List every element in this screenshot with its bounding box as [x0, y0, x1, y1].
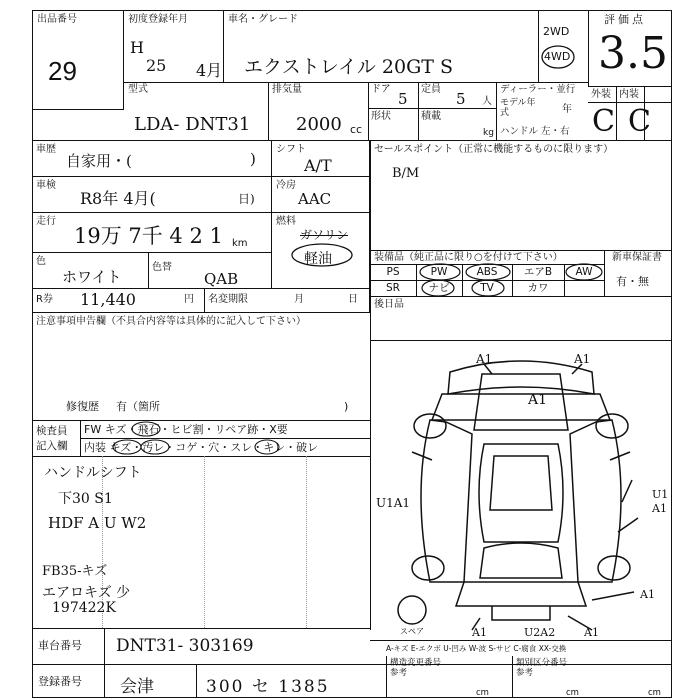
spare-label: スペア [400, 627, 424, 636]
era: H [130, 38, 144, 57]
sales-value: B/M [392, 166, 420, 181]
diagram-top [370, 340, 672, 341]
note-line-3: HDF A U W2 [48, 514, 147, 532]
mileage-label: 走行 [36, 216, 56, 227]
drive-4wd: 4WD [544, 50, 571, 63]
note-line-6: 197422K [52, 600, 116, 616]
model-year-label: モデル年式 [500, 98, 536, 118]
plate-label: 登録番号 [38, 675, 82, 688]
mileage-row-top [32, 212, 370, 213]
color-label: 色 [36, 256, 46, 267]
grade-score: 3.5 [598, 28, 668, 79]
equip-airbag: エアB [523, 266, 553, 278]
shift-value: A/T [304, 156, 332, 175]
equip-navi: ナビ [428, 282, 450, 294]
mark-rear-center: U2A2 [524, 626, 556, 639]
repair-value: 有（箇所 [116, 400, 160, 413]
history-label: 車歴 [36, 144, 56, 155]
mark-left-side: U1A1 [376, 496, 411, 510]
color-code: QAB [204, 270, 239, 288]
inspection-value: R8年 4月( [80, 189, 156, 208]
equip-ps: PS [386, 266, 400, 278]
capacity-divider [418, 82, 419, 140]
mark-rear-right: A1 [640, 588, 655, 601]
day-unit: 日 [348, 294, 358, 305]
equip-leather: カワ [527, 282, 549, 294]
mark-right-side-2: A1 [652, 502, 667, 515]
footer-divider-2 [512, 656, 513, 698]
title-change-divider [204, 288, 205, 312]
equip-pw: PW [430, 266, 448, 278]
mileage-unit: km [232, 238, 248, 249]
mark-front-left: A1 [476, 352, 493, 366]
model-divider [268, 82, 269, 140]
equip-abs: ABS [476, 266, 498, 278]
sales-label: セールスポイント（正常に機能するものに限ります） [374, 144, 614, 155]
inspection-label: 車検 [36, 180, 56, 191]
reference-label: 参考 [390, 668, 408, 678]
mark-front-right: A1 [574, 352, 591, 366]
fuel-circle [290, 242, 354, 268]
footer-divider-1 [386, 656, 387, 698]
reference-label-2: 参考 [516, 668, 534, 678]
mark-right-side-1: U1 [652, 488, 669, 501]
chassis-label: 車台番号 [38, 639, 82, 652]
fuel-label: 燃料 [276, 216, 296, 227]
equipment-label: 装備品（純正品に限り○を付けて下さい） [374, 252, 563, 263]
legend-top [370, 640, 672, 641]
cm-unit-3: cm [648, 688, 661, 698]
plate-region: 会津 [120, 677, 154, 697]
color-row-top [32, 252, 272, 253]
note-line-5: エアロキズ 少 [42, 585, 131, 601]
model-row-top [124, 82, 588, 83]
drive-2wd: 2WD [543, 25, 570, 38]
plate-top [32, 664, 672, 665]
shape-label: 形状 [371, 111, 391, 122]
note-grid-3 [306, 456, 307, 628]
first-reg-label: 初度登録年月 [128, 14, 188, 25]
dealer-label: ディーラー・並行 [500, 84, 576, 95]
mileage-value: 19万 7千 4 2 1 [74, 224, 223, 248]
mark-rear-left: A1 [472, 626, 487, 639]
inspection-row-top [32, 176, 370, 177]
month-unit: 月 [294, 294, 304, 305]
color-change-label: 色替 [152, 262, 172, 273]
car-name-label: 車名・グレード [228, 14, 298, 25]
ac-value: AAC [298, 190, 332, 208]
handle-label: ハンドル 左・右 [500, 126, 570, 137]
color-divider [148, 252, 149, 288]
first-reg-year: 25 [146, 56, 167, 75]
note-line-2: 下30 S1 [58, 491, 113, 507]
lot-label: 出品番号 [37, 14, 77, 25]
cc-unit: cc [350, 123, 363, 136]
model-year-unit: 年 [562, 104, 572, 115]
color-value: ホワイト [62, 268, 122, 286]
recycle-unit: 円 [184, 294, 194, 305]
repair-label: 修復歴 [66, 400, 99, 413]
dealer-divider [496, 82, 497, 140]
note-line-1: ハンドルシフト [44, 465, 142, 481]
displacement-value: 2000 [296, 114, 342, 135]
car-name: エクストレイル 20GT S [244, 56, 453, 78]
shift-label: シフト [276, 144, 306, 155]
capacity-label: 定員 [421, 84, 441, 95]
warranty-value: 有・無 [616, 275, 649, 288]
capacity-unit: 人 [482, 96, 492, 107]
note-line-4: FB35-キズ [42, 564, 108, 579]
exterior-label: 外装 [591, 89, 611, 100]
model-value: LDA- DNT31 [134, 114, 251, 135]
equipment-top [370, 250, 672, 251]
load-unit: kg [483, 128, 494, 138]
history-close: ) [250, 150, 256, 168]
equipment-circles [416, 260, 606, 300]
doors-divider [368, 82, 369, 140]
cm-unit-2: cm [566, 688, 579, 698]
interior-label: 内装 [619, 89, 639, 100]
shape-row-top [368, 108, 496, 109]
car-damage-diagram [372, 342, 670, 642]
exterior-grade: C [592, 104, 615, 139]
first-reg-month: 4月 [196, 61, 223, 80]
ac-label: 冷房 [276, 180, 296, 191]
structure-label: 構造変更番号 [390, 658, 442, 668]
title-change-label: 名変期限 [208, 294, 248, 305]
inspector-circles [80, 420, 370, 456]
recycle-value: 11,440 [80, 290, 136, 309]
right-panel-divider [370, 140, 371, 630]
inspector-bottom [32, 456, 370, 457]
drive-4wd-circle [540, 44, 576, 70]
lot-box [32, 10, 124, 110]
equip-aw: AW [575, 266, 593, 278]
plate-number: 300 セ 1385 [206, 677, 330, 697]
history-value: 自家用・( [66, 152, 132, 170]
load-label: 積載 [421, 111, 441, 122]
lot-number: 29 [48, 56, 77, 86]
ext-int-divider-1 [616, 86, 617, 140]
interior-grade: C [628, 104, 651, 139]
chassis-value: DNT31- 303169 [116, 636, 254, 656]
warranty-label: 新車保証書 [612, 252, 662, 263]
inspector-label: 検査員記入欄 [36, 425, 68, 452]
fuel-crossed: ガソリン [300, 228, 349, 242]
equip-tv: TV [480, 282, 494, 294]
repair-close: ) [344, 400, 349, 413]
notes-label: 注意事項申告欄（不具合内容等は具体的に記入して下さい） [36, 316, 306, 327]
plate-divider [196, 664, 197, 698]
displacement-label: 排気量 [272, 84, 302, 95]
legend: A-キズ E-エクボ U-凹み W-波 S-サビ C-腐食 XX-交換 [386, 644, 567, 653]
inspection-day: 日) [238, 192, 255, 206]
inspector-row1: FW キズ・飛石・ヒビ割・リペア跡・X要 [84, 423, 288, 436]
mark-hood: A1 [528, 392, 548, 408]
seat-label: 後日品 [374, 299, 404, 310]
mark-rear-bumper: A1 [584, 626, 599, 639]
capacity-value: 5 [456, 90, 466, 108]
fuel-value: 軽油 [304, 251, 332, 267]
note-grid-2 [204, 456, 205, 628]
recycle-label: R券 [36, 294, 53, 305]
grade-label: 評価点 [604, 13, 646, 26]
chassis-divider [104, 628, 105, 698]
equip-sr: SR [386, 282, 400, 294]
recycle-row-top [32, 288, 370, 289]
category-label: 類別区分番号 [516, 658, 568, 668]
cm-unit-1: cm [476, 688, 489, 698]
chassis-top [32, 628, 370, 629]
inspector-row2: 内装 キズ・汚レ・コゲ・穴・スレ・キレ・破レ [84, 441, 319, 454]
model-label: 型式 [128, 84, 148, 95]
doors-value: 5 [398, 90, 408, 108]
notes-top [32, 312, 370, 313]
doors-label: ドア [371, 84, 391, 95]
